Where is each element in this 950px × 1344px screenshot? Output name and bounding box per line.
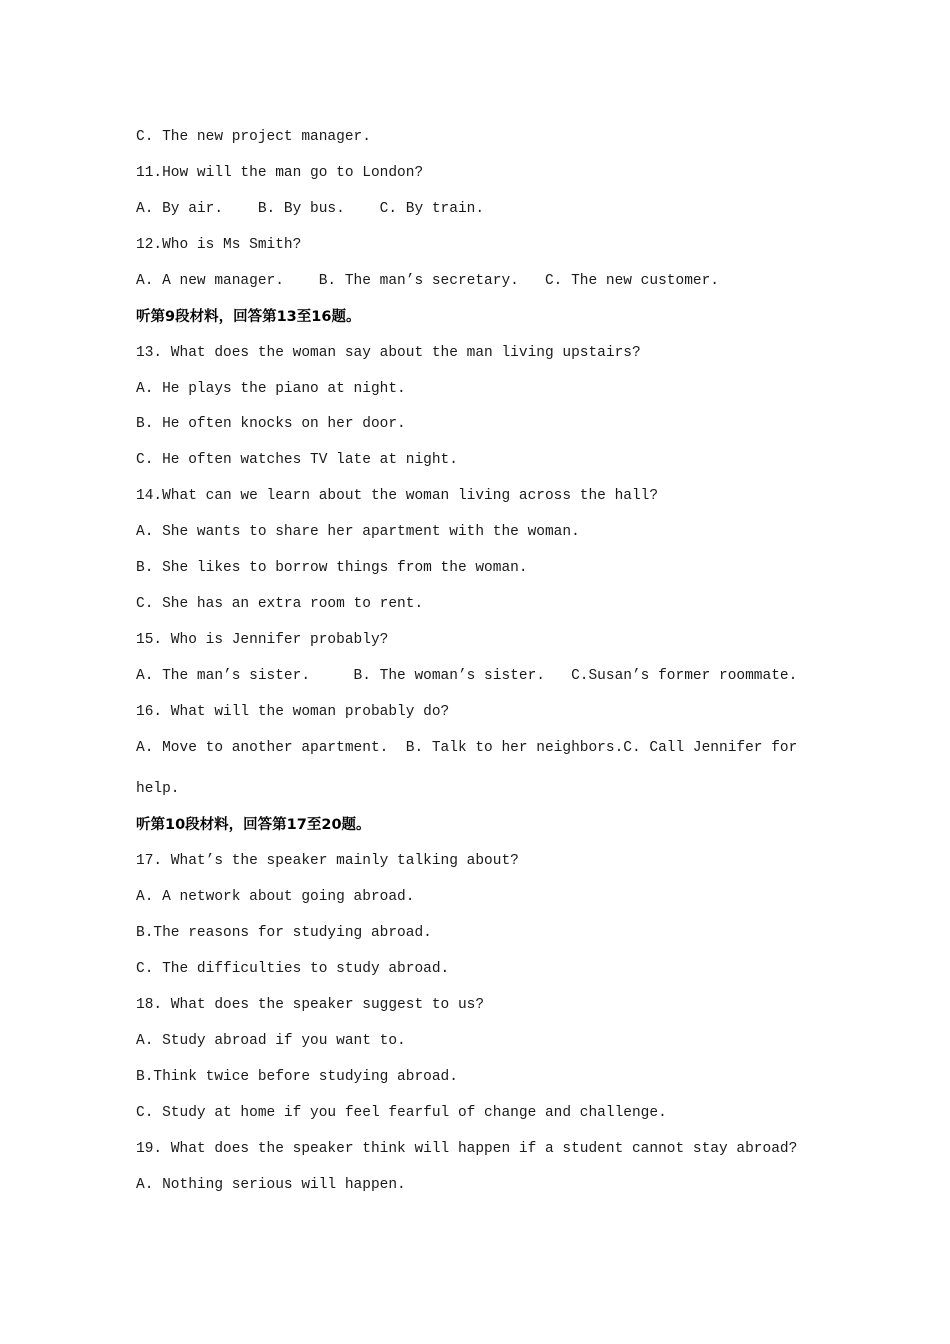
question-11: 11.How will the man go to London? <box>136 165 424 181</box>
question-17: 17. What’s the speaker mainly talking about? <box>136 853 519 869</box>
q12-options: A. A new manager. B. The man’s secretary. C. The new customer. <box>136 273 719 289</box>
q16-options-continued: help. <box>136 781 180 797</box>
question-19: 19. What does the speaker think will happen if a student cannot stay abroad? <box>136 1141 798 1157</box>
q18-option-c: C. Study at home if you feel fearful of change and challenge. <box>136 1105 667 1121</box>
question-12: 12.Who is Ms Smith? <box>136 237 302 253</box>
section-heading-10: 听第10段材料，回答第17至20题。 <box>136 817 371 833</box>
q18-option-b: B.Think twice before studying abroad. <box>136 1069 458 1085</box>
q17-option-b: B.The reasons for studying abroad. <box>136 925 432 941</box>
q14-option-a: A. She wants to share her apartment with the woman. <box>136 524 580 540</box>
q15-options: A. The man’s sister. B. The woman’s sister. C.Susan’s former roommate. <box>136 668 798 684</box>
q17-option-c: C. The difficulties to study abroad. <box>136 961 450 977</box>
q14-option-c: C. She has an extra room to rent. <box>136 596 424 612</box>
q16-options: A. Move to another apartment. B. Talk to her neighbors.C. Call Jennifer for <box>136 740 798 756</box>
section-heading-9: 听第9段材料，回答第13至16题。 <box>136 309 361 325</box>
q11-options: A. By air. B. By bus. C. By train. <box>136 201 485 217</box>
q18-option-a: A. Study abroad if you want to. <box>136 1033 406 1049</box>
question-14: 14.What can we learn about the woman living across the hall? <box>136 488 659 504</box>
q13-option-a: A. He plays the piano at night. <box>136 381 406 397</box>
question-16: 16. What will the woman probably do? <box>136 704 450 720</box>
q13-option-b: B. He often knocks on her door. <box>136 416 406 432</box>
q13-option-c: C. He often watches TV late at night. <box>136 452 458 468</box>
question-13: 13. What does the woman say about the man living upstairs? <box>136 345 641 361</box>
question-18: 18. What does the speaker suggest to us? <box>136 997 485 1013</box>
q17-option-a: A. A network about going abroad. <box>136 889 415 905</box>
q10-option-c: C. The new project manager. <box>136 129 371 145</box>
question-15: 15. Who is Jennifer probably? <box>136 632 389 648</box>
q19-option-a: A. Nothing serious will happen. <box>136 1177 406 1193</box>
q14-option-b: B. She likes to borrow things from the woman. <box>136 560 528 576</box>
